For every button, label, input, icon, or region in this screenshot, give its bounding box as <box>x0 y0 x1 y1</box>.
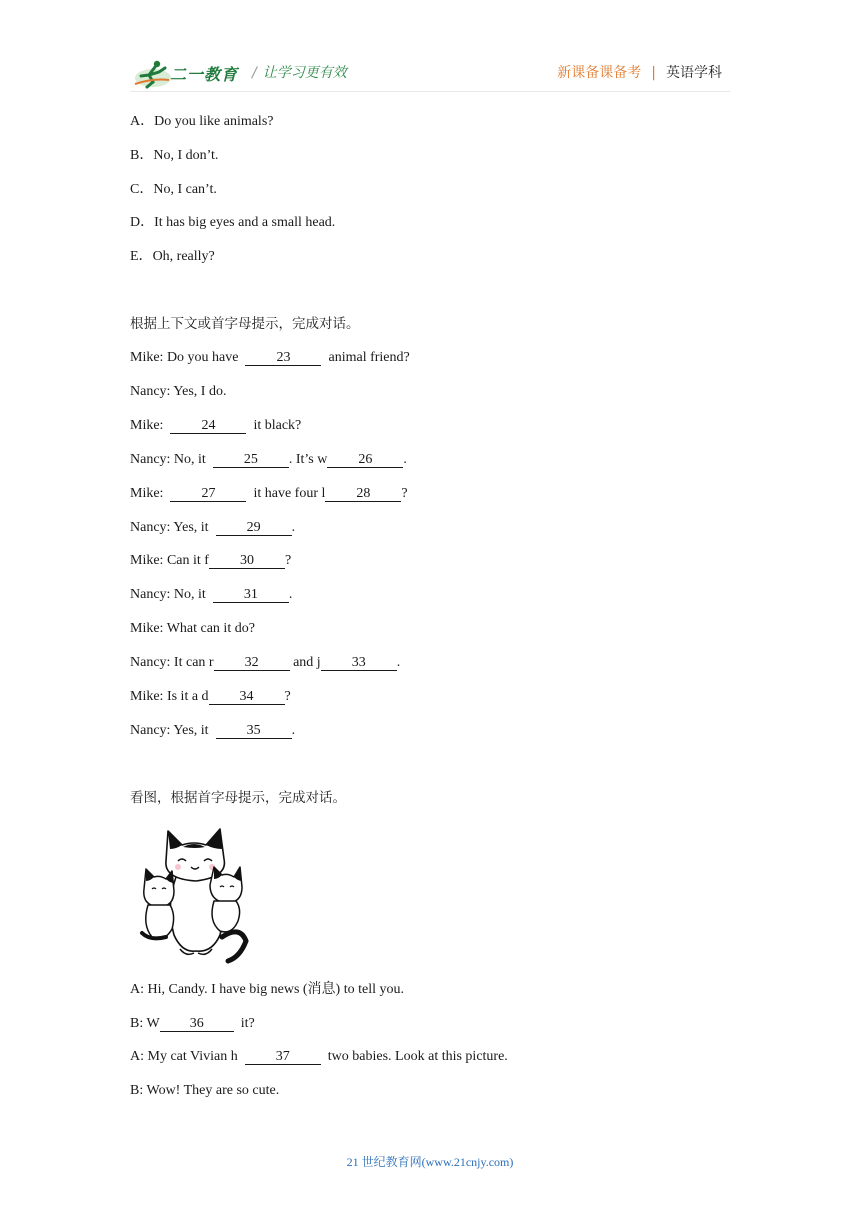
header-subject: 英语学科 <box>666 65 722 81</box>
page-header <box>0 0 860 100</box>
blank-37[interactable]: 37 <box>245 1049 321 1065</box>
slash-divider: / <box>252 65 257 81</box>
option-a: A．Do you like animals? <box>130 114 274 129</box>
dialogue-line: B: Wow! They are so cute. <box>130 1083 280 1098</box>
blank-30[interactable]: 30 <box>209 553 285 569</box>
blank-27[interactable]: 27 <box>170 486 246 502</box>
dialogue-line: Nancy: It can r 32 and j 33 . <box>130 655 401 670</box>
dialogue-line: Nancy: Yes, it 29 . <box>130 520 296 535</box>
dialogue-line: Mike: Do you have 23 animal friend? <box>130 350 410 365</box>
section3-instruction: 看图，根据首字母提示，完成对话。 <box>130 790 346 806</box>
dialogue-line: Nancy: No, it 31 . <box>130 587 293 602</box>
dialogue-line: A: My cat Vivian h 37 two babies. Look at this picture. <box>130 1049 508 1064</box>
brand-name: 二一教育 <box>170 65 239 84</box>
cat-with-kittens-illustration <box>136 825 252 965</box>
dialogue-line: Nancy: No, it 25 . It’s w 26 . <box>130 452 407 467</box>
slogan <box>252 62 347 82</box>
blank-23[interactable]: 23 <box>245 350 321 366</box>
blank-32[interactable]: 32 <box>214 655 290 671</box>
dialogue-line: Nancy: Yes, it 35 . <box>130 723 296 738</box>
slogan-text: 让学习更有效 <box>262 65 347 81</box>
blank-36[interactable]: 36 <box>160 1016 234 1032</box>
dialogue-line: Mike: What can it do? <box>130 621 255 636</box>
page-footer: 21 世纪教育网(www.21cnjy.com) <box>346 1155 514 1169</box>
dialogue-line: Mike: Is it a d 34 ? <box>130 689 291 704</box>
dialogue-line: B: W 36 it? <box>130 1016 255 1031</box>
blank-24[interactable]: 24 <box>170 418 246 434</box>
header-rule <box>130 91 730 92</box>
dialogue-line: Nancy: Yes, I do. <box>130 384 227 399</box>
blank-34[interactable]: 34 <box>209 689 285 705</box>
blank-29[interactable]: 29 <box>216 520 292 536</box>
dialogue-line: Mike: Can it f 30 ? <box>130 553 292 568</box>
dialogue-line: A: Hi, Candy. I have big news (消息) to tell you. <box>130 982 404 997</box>
option-d: D．It has big eyes and a small head. <box>130 215 336 230</box>
blank-26[interactable]: 26 <box>327 452 403 468</box>
blank-25[interactable]: 25 <box>213 452 289 468</box>
option-e: E．Oh, really? <box>130 249 215 264</box>
blank-33[interactable]: 33 <box>321 655 397 671</box>
blank-28[interactable]: 28 <box>325 486 401 502</box>
blank-35[interactable]: 35 <box>216 723 292 739</box>
dialogue-line: Mike: 27 it have four l 28 ? <box>130 486 408 501</box>
section2-instruction: 根据上下文或首字母提示，完成对话。 <box>130 316 360 332</box>
header-divider: | <box>651 65 656 81</box>
option-c: C．No, I can’t. <box>130 182 217 197</box>
blank-31[interactable]: 31 <box>213 587 289 603</box>
header-right <box>557 62 722 82</box>
header-tagline: 新课备课备考 <box>557 65 642 81</box>
dialogue-line: Mike: 24 it black? <box>130 418 302 433</box>
option-b: B．No, I don’t. <box>130 148 219 163</box>
